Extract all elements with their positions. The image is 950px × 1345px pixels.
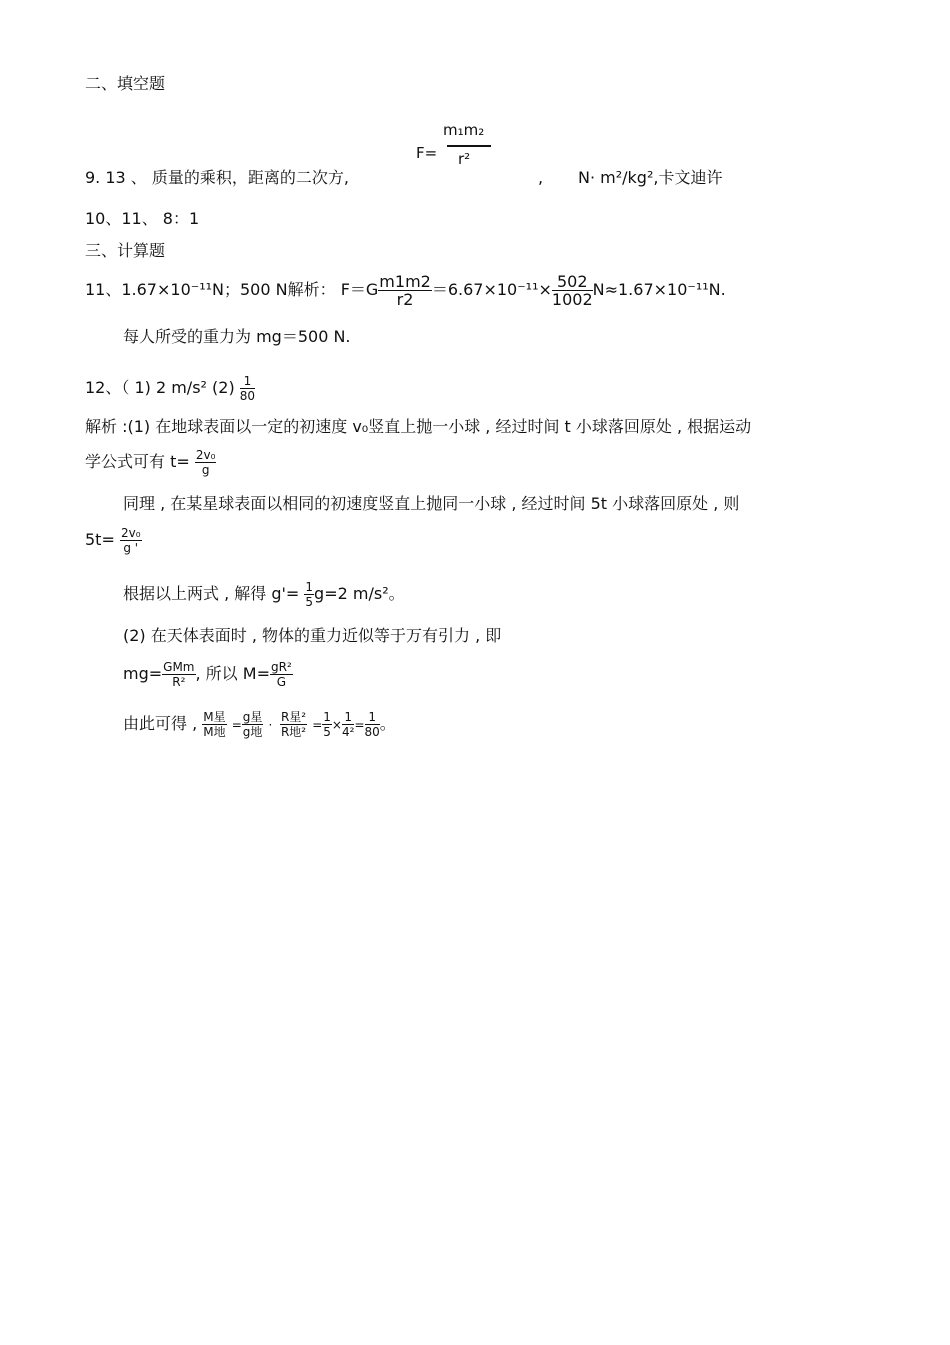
q12-ratio-r [280, 710, 307, 739]
fraction-bar [447, 145, 491, 147]
q12-g-num: 1 [305, 580, 314, 594]
q11-frac2-den: 1002 [551, 290, 593, 309]
q12-ratio-b [342, 710, 354, 739]
q12-analysis-2b: 5t= [85, 530, 115, 549]
q11-formula-start: F＝G [340, 280, 379, 299]
q12-ratio-r-den: R地² [280, 725, 307, 739]
q12-analysis-1b: 学公式可有 t= [85, 452, 190, 471]
q12-g-frac [304, 580, 314, 609]
q12-ratio-b-den: 4² [341, 725, 355, 739]
q11-frac1 [378, 273, 432, 308]
q11-mid: ＝6.67×10⁻¹¹× [431, 280, 552, 299]
q12-ratio-g-num: g星 [242, 710, 263, 724]
q12-m-num: gR² [270, 660, 292, 674]
q9-prefix: 9. 13 、 质量的乘积，距离的二次方, [85, 168, 349, 187]
q12-ratio-r-num: R星² [280, 710, 307, 724]
q12-ratio-g-den: g地 [242, 725, 263, 739]
q12-ratio-g [242, 710, 264, 739]
q12-t5-num: 2v₀ [120, 526, 141, 540]
q12-analysis-2: 同理 , 在某星球表面以相同的初速度竖直上抛同一小球 , 经过时间 5t 小球落回原处 , 则 [123, 494, 740, 513]
q12-answer-line [85, 370, 255, 406]
q12-result-line: 由此可得 , $\frac{\text{M星}}{\text{M地}}$ = $\frac{\text{g星}}{\text{g地}}$ · $\frac{\text{R星²}}{\text{R地²}}$ = $\frac{1}{5}$ × $\frac{1}{\text{4²}}$ = $\frac{1}{80}$ 。 [123, 710, 396, 739]
q12-t-num: 2v₀ [195, 448, 216, 462]
q12-answer-frac-den: 80 [239, 389, 256, 403]
q12-result-prefix: 由此可得 , [123, 714, 198, 733]
section-heading-calculation: 三、计算题 [85, 241, 166, 260]
q12-mg-mid: , 所以 M= [195, 664, 270, 683]
q12-m-frac [270, 660, 293, 689]
q12-mg-frac [162, 660, 195, 689]
q12-analysis-1b-line [85, 444, 216, 480]
q12-ratio-a [322, 710, 332, 739]
q12-analysis-3b: g=2 m/s²。 [314, 584, 405, 603]
q11-gravity: 每人所受的重力为 mg＝500 N. [123, 327, 351, 346]
q11-answer: 11、1.67×10⁻¹¹N；500 N解析： [85, 280, 336, 299]
q12-ratio-c-num: 1 [365, 710, 380, 725]
q12-analysis-4: (2) 在天体表面时 , 物体的重力近似等于万有引力 , 即 [123, 626, 502, 645]
q12-ratio-a-num: 1 [323, 710, 331, 724]
q12-ratio-m-den: M地 [203, 725, 226, 739]
q12-ratio-c-den: 80 [364, 725, 380, 739]
q12-t5-den: g ' [123, 541, 139, 555]
q12-result-end: 。 [379, 714, 396, 733]
q9-unit: N· m²/kg²,卡文迪许 [578, 168, 723, 187]
q12-g-den: 5 [305, 595, 314, 609]
q12-answer: 12、（ 1) 2 m/s² (2) [85, 378, 235, 397]
q12-mg-line [123, 655, 293, 693]
section-heading-fill-blank: 二、填空题 [85, 74, 166, 93]
q12-answer-frac-num: 1 [240, 374, 255, 389]
q12-ratio-a-den: 5 [323, 725, 331, 739]
q9-comma: , [538, 168, 544, 187]
q10-answer: 10、11、 8：1 [85, 209, 200, 228]
q11-end: N≈1.67×10⁻¹¹N. [592, 280, 726, 299]
q12-ratio-b-num: 1 [342, 710, 354, 725]
q12-analysis-3a: 根据以上两式 , 解得 g'= [123, 584, 300, 603]
formula-denominator: r² [458, 150, 471, 168]
q12-analysis-2b-line [85, 522, 142, 558]
q12-ratio-m [202, 710, 226, 739]
q12-m-den: G [276, 675, 287, 689]
q11-line [85, 272, 726, 308]
q12-analysis-1: 解析 :(1) 在地球表面以一定的初速度 v₀竖直上抛一小球 , 经过时间 t 小球落回原处 , 根据运动 [85, 417, 752, 436]
q11-frac1-num: m1m2 [379, 272, 431, 291]
q12-ratio-c [365, 710, 380, 739]
q12-answer-frac [240, 374, 255, 403]
formula-lhs: F= [416, 144, 438, 162]
q12-mg-den: R² [172, 675, 186, 689]
q12-mg-num: GMm [163, 660, 195, 674]
q11-frac2 [552, 273, 593, 308]
q12-t-den: g [201, 463, 210, 477]
q12-mg-prefix: mg= [123, 664, 163, 683]
q11-frac1-den: r2 [396, 290, 414, 309]
q12-t-frac [195, 448, 217, 477]
q11-frac2-num: 502 [552, 273, 593, 291]
q12-ratio-m-num: M星 [203, 710, 226, 724]
formula-numerator: m₁m₂ [443, 121, 485, 139]
q12-t5-frac [120, 526, 142, 555]
q12-analysis-3-line [123, 576, 405, 612]
